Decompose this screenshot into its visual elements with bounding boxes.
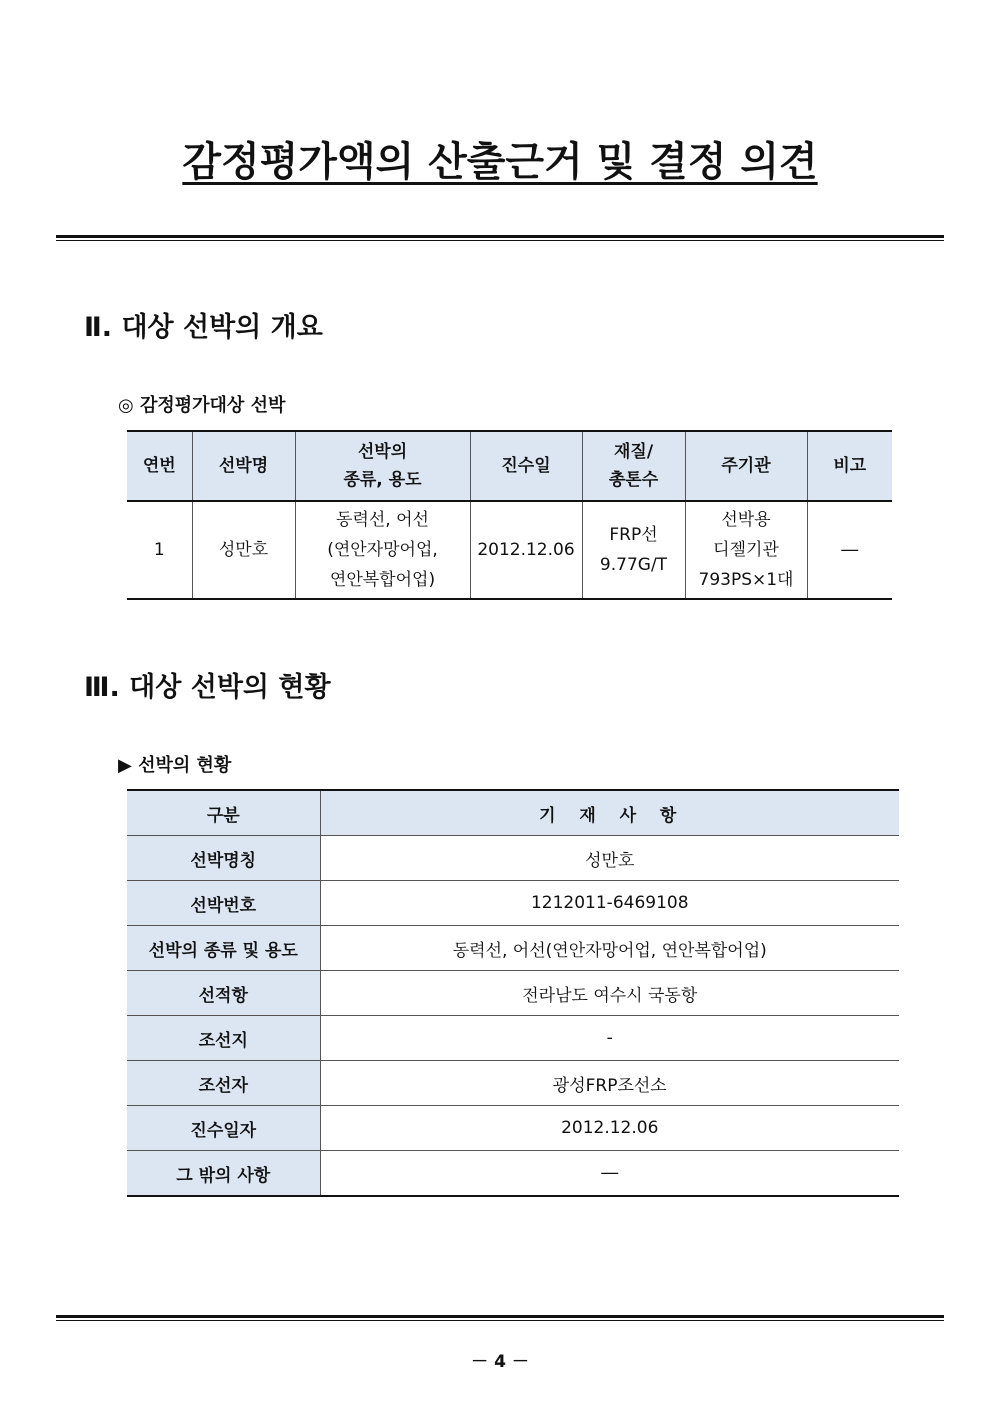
col-header-vessel-name: 선박명 (192, 431, 295, 501)
table-row (127, 881, 899, 926)
row-label: 선박번호 (127, 881, 320, 926)
cell-serial: 1 (127, 501, 192, 599)
row-value: 동력선, 어선(연안자망어업, 연안복합어업) (452, 940, 767, 961)
top-double-rule (56, 235, 944, 238)
cell-main-engine: 선박용 디젤기관 793PS×1대 (685, 501, 807, 599)
col-header-launch-date: 진수일 (470, 431, 582, 501)
row-value: 1212011-6469108 (530, 893, 689, 913)
row-value: - (606, 1028, 613, 1048)
row-value: 전라남도 여수시 국동항 (522, 985, 698, 1006)
table-header-row (127, 431, 892, 501)
row-label: 그 밖의 사항 (127, 1151, 320, 1197)
vessel-status-table (127, 789, 899, 1197)
row-value: 2012.12.06 (561, 1118, 659, 1138)
table-row (127, 1151, 899, 1197)
cell-type-use: 동력선, 어선 (연안자망어업, 연안복합어업) (295, 501, 470, 599)
col-header-type-use: 선박의 종류, 용도 (295, 431, 470, 501)
col-header-remarks: 비고 (807, 431, 892, 501)
table-header-row (127, 790, 899, 836)
col-header-serial: 연번 (127, 431, 192, 501)
col-header-category: 구분 (127, 790, 320, 836)
table-row (127, 1106, 899, 1151)
table-row (127, 836, 899, 881)
col-header-material-tonnage: 재질/ 총톤수 (582, 431, 685, 501)
table-row (127, 971, 899, 1016)
page-title: 감정평가액의 산출근거 및 결정 의견 (182, 139, 818, 185)
table-row (127, 1061, 899, 1106)
table-row (127, 501, 892, 599)
row-value: 성만호 (585, 850, 635, 871)
col-header-main-engine: 주기관 (685, 431, 807, 501)
row-label: 선박명칭 (127, 836, 320, 881)
section-3-subheading: ▶ 선박의 현황 (118, 755, 232, 776)
cell-launch-date: 2012.12.06 (470, 501, 582, 599)
row-value: 광성FRP조선소 (552, 1075, 667, 1096)
section-3-heading: Ⅲ. 대상 선박의 현황 (84, 672, 331, 703)
row-label: 조선자 (127, 1061, 320, 1106)
col-header-details: 기 재 사 항 (320, 790, 899, 836)
row-value: ― (601, 1163, 619, 1183)
row-label: 진수일자 (127, 1106, 320, 1151)
row-label: 선박의 종류 및 용도 (127, 926, 320, 971)
bottom-double-rule (56, 1315, 944, 1318)
cell-vessel-name: 성만호 (192, 501, 295, 599)
table-row (127, 1016, 899, 1061)
row-label: 조선지 (127, 1016, 320, 1061)
vessel-overview-table (127, 430, 892, 600)
table-row (127, 926, 899, 971)
section-2-subheading: ◎ 감정평가대상 선박 (118, 395, 286, 416)
section-2-heading: Ⅱ. 대상 선박의 개요 (84, 312, 323, 343)
page-number: － 4 － (471, 1352, 529, 1372)
row-label: 선적항 (127, 971, 320, 1016)
cell-remarks: ― (807, 501, 892, 599)
cell-material-tonnage: FRP선 9.77G/T (582, 501, 685, 599)
